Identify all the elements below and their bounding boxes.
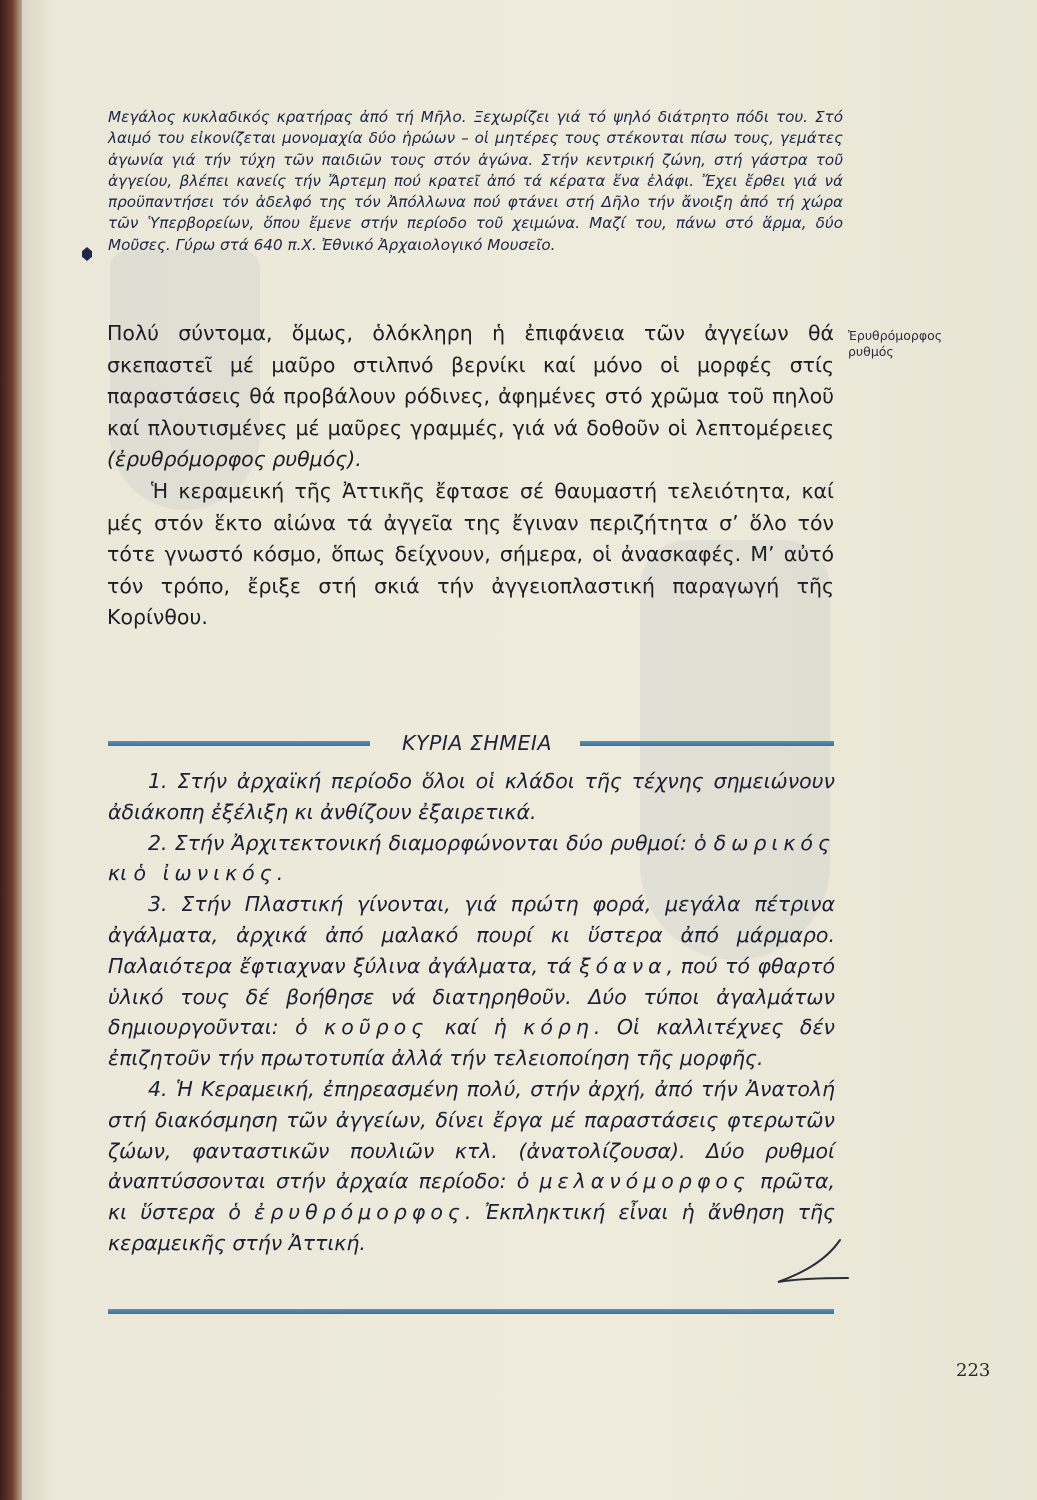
paragraph-text: Πολύ σύντομα, ὅμως, ὁλόκληρη ἡ ἐπιφάνεια τῶν ἀγγείων θά σκεπαστεῖ μέ μαῦρο στιλπνό βερνίκι καί μόνο οἱ μορφές στίς παραστάσεις θά προβάλουν ρόδινες, ἀφημένες στό χρῶμα τοῦ πηλοῦ καί πλουτισμένες μέ μαῦρες γραμμές, γιά νά δοθοῦν οἱ λεπτομέρειες <box>107 321 834 440</box>
pen-mark-icon <box>770 1232 850 1292</box>
key-point-text: κι <box>108 861 134 886</box>
key-point-text: . Οἱ καλλιτέχνες δέν ἐπιζητοῦν τήν πρωτοτυπία ἀλλά τήν τελειοποίηση τῆς μορφῆς. <box>108 1015 835 1071</box>
section-rule-right <box>580 741 834 746</box>
key-point <box>108 828 835 890</box>
key-point-text: . Ἐκπληκτική εἶναι ἡ ἄνθηση τῆς κεραμεικῆς στήν Ἀττική. <box>108 1200 836 1255</box>
term-xoana: ξόανα <box>579 953 667 978</box>
key-point-text: καί ἡ <box>428 1015 524 1040</box>
key-points <box>108 766 835 1259</box>
key-point-text: πρῶτα, κι ὕστερα ὁ <box>108 1169 835 1225</box>
figure-caption: Μεγάλος κυκλαδικός κρατήρας ἀπό τή Μῆλο. Ξεχωρίζει γιά τό ψηλό διάτρητο πόδι του. Στό λαιμό του εἰκονίζεται μονομαχία δύο ἡρώων – οἱ μητέρες τους στέκονται πίσω τους, γεμάτες ἀγωνία γιά τήν τύχη τῶν παιδιῶν τους στόν ἀγώνα. Στήν κεντρική ζώνη, στή γάστρα τοῦ ἀγγείου, βλέπει κανείς τήν Ἄρτεμη πού κρατεῖ ἀπό τά κέρατα ἕνα ἐλάφι. Ἔχει ἔρθει γιά νά προϋπαντήσει τόν ἀδελφό της τόν Ἀπόλλωνα πού φτάνει στή Δῆλο τήν ἄνοιξη ἀπό τή χώρα τῶν Ὑπερβορείων, ὅπου ἔμενε στήν περίοδο τοῦ χειμώνα. Μαζί του, πάνω στό ἅρμα, δύο Μοῦσες. Γύρω στά 640 π.Χ. Ἐθνικό Ἀρχαιολογικό Μουσεῖο. <box>108 108 843 254</box>
key-point <box>108 889 835 1074</box>
term-red-figure: ἐρυθρόμορφος <box>254 1200 465 1225</box>
key-point: 1. Στήν ἀρχαϊκή περίοδο ὅλοι οἱ κλάδοι τῆς τέχνης σημειώνουν ἀδιάκοπη ἐξέλιξη κι ἀνθίζουν ἐξαιρετικά. <box>108 769 835 824</box>
paragraph <box>107 318 834 476</box>
book-spine-edge <box>0 0 22 1500</box>
term-doric: δωρικός <box>713 830 835 855</box>
margin-note: Ἐρυθρόμορφος ρυθμός <box>848 328 943 359</box>
main-text <box>107 318 834 634</box>
key-point-text: 3. Στήν Πλαστική γίνονται, γιά πρώτη φορά, μεγάλα πέτρινα ἀγάλματα, ἀρχικά ἀπό μαλακό πουρί κι ὕστερα ἀπό μάρμαρο. Παλαιότερα ἔφτιαχναν ξύλινα ἀγάλματα, τά <box>108 892 835 978</box>
section-title: ΚΥΡΙΑ ΣΗΜΕΙΑ <box>402 731 552 755</box>
term-ionic: ὁ ἰωνικός. <box>133 861 289 886</box>
key-point-text: 2. Στήν Ἀρχιτεκτονική διαμορφώνονται δύο ρυθμοί: ὁ <box>148 830 714 855</box>
key-point-text: , πού τό φθαρτό ὑλικό τους δέ βοήθησε νά διατηρηθοῦν. Δύο τύποι ἀγαλμάτων δημιουργοῦνται: ὁ <box>108 953 835 1040</box>
bottom-rule <box>108 1309 834 1314</box>
key-point <box>108 1074 835 1259</box>
term-kouros: κοῦρος <box>324 1015 429 1040</box>
term-kore: κόρη <box>523 1015 594 1040</box>
term-black-figure: μελανόμορφος <box>539 1169 750 1194</box>
term-red-figure: (ἐρυθρόμορφος ρυθμός). <box>107 447 362 472</box>
key-point-text: 4. Ἡ Κεραμεική, ἐπηρεασμένη πολύ, στήν ἀρχή, ἀπό τήν Ἀνατολή στή διακόσμηση τῶν ἀγγείων, δίνει ἔργα μέ παραστάσεις φτερωτῶν ζώων, φανταστικῶν πουλιῶν κτλ. (ἀνατολίζουσα). Δύο ρυθμοί ἀναπτύσσονται στήν ἀρχαία περίοδο: ὁ <box>108 1076 835 1194</box>
section-rule-left <box>108 741 370 746</box>
page-number: 223 <box>956 1360 991 1381</box>
paragraph: Ἡ κεραμεική τῆς Ἀττικῆς ἔφτασε σέ θαυμαστή τελειότητα, καί μές στόν ἕκτο αἰώνα τά ἀγγεῖα της ἔγιναν περιζήτητα σ’ ὅλο τόν τότε γνωστό κόσμο, ὅπως δείχνουν, σήμερα, οἱ ἀνασκαφές. Μ’ αὐτό τόν τρόπο, ἔριξε στή σκιά τήν ἀγγειοπλαστική παραγωγή τῆς Κορίνθου. <box>107 478 834 630</box>
